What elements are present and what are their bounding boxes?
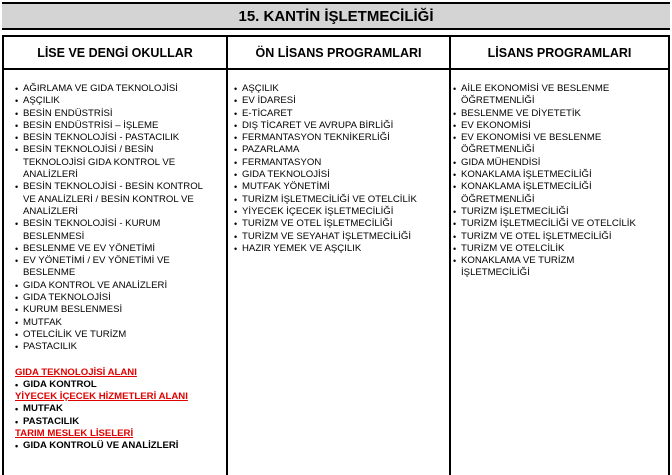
- list-item-line: • KONAKLAMA VE TURİZM: [461, 255, 575, 267]
- list-item: [15, 243, 223, 255]
- table-border-left: [2, 35, 4, 475]
- list-item-line: ÖĞRETMENLİĞİ: [461, 193, 535, 205]
- list-item-line: • EV İDARESİ: [242, 95, 296, 107]
- list-item: [453, 231, 665, 243]
- list-item: [15, 304, 223, 316]
- list-item-line: ÖĞRETMENLİĞİ: [461, 95, 535, 107]
- list-item-line: • BESİN TEKNOLOJİSİ / BESİN: [23, 144, 154, 156]
- column-divider-2: [449, 35, 451, 475]
- list-item-line: • AĞIRLAMA VE GIDA TEKNOLOJİSİ: [23, 83, 178, 94]
- list-item: [234, 231, 446, 243]
- column-divider-1: [226, 35, 228, 475]
- list-item-line: • FERMANTASYON TEKNİKERLİĞİ: [242, 132, 390, 144]
- list-item-line: • OTELCİLİK VE TURİZM: [23, 328, 127, 340]
- list-item: [453, 83, 665, 108]
- list-item: [453, 157, 665, 169]
- list-item: [15, 292, 223, 304]
- header-divider: [2, 68, 670, 70]
- list-item-line: İŞLETMECİLİĞİ: [461, 267, 530, 279]
- list-item-line: • BESİN TEKNOLOJİSİ - PASTACILIK: [23, 132, 180, 144]
- section-item: • GIDA KONTROLÜ VE ANALİZLERİ: [15, 440, 223, 452]
- section-heading: GIDA TEKNOLOJİSİ ALANI: [15, 366, 137, 378]
- list-item-line: • DIŞ TİCARET VE AVRUPA BİRLİĞİ: [242, 119, 394, 131]
- list-item-line: • TURİZM VE OTEL İŞLETMECİLİĞİ: [461, 230, 612, 242]
- list-item: [453, 120, 665, 132]
- list-item: [15, 144, 223, 181]
- list-item-line: • GIDA TEKNOLOJİSİ: [23, 292, 111, 304]
- list-item-line: • EV YÖNETİMİ / EV YÖNETİMİ VE: [23, 255, 170, 267]
- list-item: [15, 181, 223, 218]
- list-item: [234, 218, 446, 230]
- list-item: [15, 108, 223, 120]
- list-item-line: • TURİZM İŞLETMECİLİĞİ: [461, 205, 569, 217]
- list-item: [15, 83, 223, 95]
- list-item: [234, 206, 446, 218]
- list-item-line: • BESLENME VE DİYETETİK: [461, 107, 581, 119]
- list-item: [234, 169, 446, 181]
- list-item: [15, 132, 223, 144]
- list-item-line: • HAZIR YEMEK VE AŞÇILIK: [242, 242, 362, 254]
- list-item-line: • PASTACILIK: [23, 341, 78, 353]
- column-header-onlisans: ÖN LİSANS PROGRAMLARI: [255, 46, 422, 60]
- list-item: [15, 317, 223, 329]
- list-item: [453, 243, 665, 255]
- list-item-line: ANALİZLERİ: [23, 169, 78, 181]
- list-item-line: ANALİZLERİ: [23, 205, 78, 217]
- list-item-line: • EV EKONOMİSİ VE BESLENME: [461, 132, 602, 144]
- list-item-line: • GIDA KONTROL VE ANALİZLERİ: [23, 279, 168, 291]
- column-lisans-list: [453, 83, 665, 280]
- list-item-line: ÖĞRETMENLİĞİ: [461, 144, 535, 156]
- list-item-line: • PAZARLAMA: [242, 144, 300, 156]
- list-item-line: • FERMANTASYON: [242, 156, 322, 168]
- list-item: [15, 120, 223, 132]
- list-item-line: • KURUM BESLENMESİ: [23, 304, 123, 316]
- column-onlisans-list: [234, 83, 446, 255]
- list-item-line: • KONAKLAMA İŞLETMECİLİĞİ: [461, 181, 592, 193]
- section-heading: TARIM MESLEK LİSELERİ: [15, 428, 134, 440]
- list-item-line: • BESİN ENDÜSTRİSİ – İŞLEME: [23, 119, 159, 131]
- list-item: [453, 206, 665, 218]
- list-item-line: • AŞÇILIK: [23, 95, 60, 107]
- list-item: [453, 132, 665, 157]
- spacer: [15, 354, 223, 367]
- list-item: [234, 95, 446, 107]
- list-item: [234, 83, 446, 95]
- column-header-lise: LİSE VE DENGİ OKULLAR: [37, 46, 193, 60]
- list-item-line: • TURİZM İŞLETMECİLİĞİ VE OTELCİLİK: [461, 218, 636, 230]
- list-item-line: • EV EKONOMİSİ: [461, 119, 531, 131]
- list-item: [453, 181, 665, 206]
- list-item-line: • BESİN ENDÜSTRİSİ: [23, 107, 113, 119]
- list-item: [15, 280, 223, 292]
- page-title: 15. KANTİN İŞLETMECİLİĞİ: [2, 2, 670, 30]
- list-item-line: • YİYECEK İÇECEK İŞLETMECİLİĞİ: [242, 205, 394, 217]
- section-item: • MUTFAK: [15, 403, 223, 415]
- list-item: [15, 255, 223, 280]
- section-heading: YİYECEK İÇECEK HİZMETLERİ ALANI: [15, 391, 188, 403]
- list-item-line: TEKNOLOJİSİ GIDA KONTROL VE: [23, 156, 176, 168]
- list-item: [234, 194, 446, 206]
- list-item-line: • TURİZM İŞLETMECİLİĞİ VE OTELCİLİK: [242, 193, 417, 205]
- column-lise-list: [15, 83, 223, 453]
- list-item: [234, 120, 446, 132]
- list-item-line: • BESİN TEKNOLOJİSİ - BESİN KONTROL: [23, 181, 204, 193]
- list-item: [15, 341, 223, 353]
- list-item: [453, 169, 665, 181]
- list-item-line: • TURİZM VE SEYAHAT İŞLETMECİLİĞİ: [242, 230, 411, 242]
- list-item: [234, 157, 446, 169]
- list-item-line: • GIDA MÜHENDİSİ: [461, 156, 541, 168]
- list-item-line: • AİLE EKONOMİSİ VE BESLENME: [461, 83, 610, 94]
- list-item-line: • TURİZM VE OTEL İŞLETMECİLİĞİ: [242, 218, 393, 230]
- table-border-right: [668, 35, 670, 475]
- list-item: [453, 218, 665, 230]
- list-item-line: • BESİN TEKNOLOJİSİ - KURUM: [23, 218, 161, 230]
- list-item: [234, 144, 446, 156]
- list-item-line: • KONAKLAMA İŞLETMECİLİĞİ: [461, 169, 592, 181]
- list-item-line: • E-TİCARET: [242, 107, 293, 119]
- list-item-line: VE ANALİZLERİ / BESİN KONTROL VE: [23, 193, 194, 205]
- list-item: [234, 132, 446, 144]
- list-item-line: • AŞÇILIK: [242, 83, 279, 94]
- list-item-line: BESLENMESİ: [23, 230, 85, 242]
- list-item-line: BESLENME: [23, 267, 76, 279]
- list-item: [453, 255, 665, 280]
- list-item-line: • TURİZM VE OTELCİLİK: [461, 242, 565, 254]
- list-item: [15, 95, 223, 107]
- section-item: • PASTACILIK: [15, 416, 223, 428]
- column-header-lisans: LİSANS PROGRAMLARI: [487, 46, 632, 60]
- list-item: [453, 108, 665, 120]
- list-item: [234, 181, 446, 193]
- list-item-line: • GIDA TEKNOLOJİSİ: [242, 169, 330, 181]
- list-item: [15, 329, 223, 341]
- list-item-line: • BESLENME VE EV YÖNETİMİ: [23, 242, 156, 254]
- section-item: • GIDA KONTROL: [15, 379, 223, 391]
- list-item: [15, 218, 223, 243]
- list-item: [234, 243, 446, 255]
- list-item-line: • MUTFAK YÖNETİMİ: [242, 181, 330, 193]
- list-item-line: • MUTFAK: [23, 316, 62, 328]
- list-item: [234, 108, 446, 120]
